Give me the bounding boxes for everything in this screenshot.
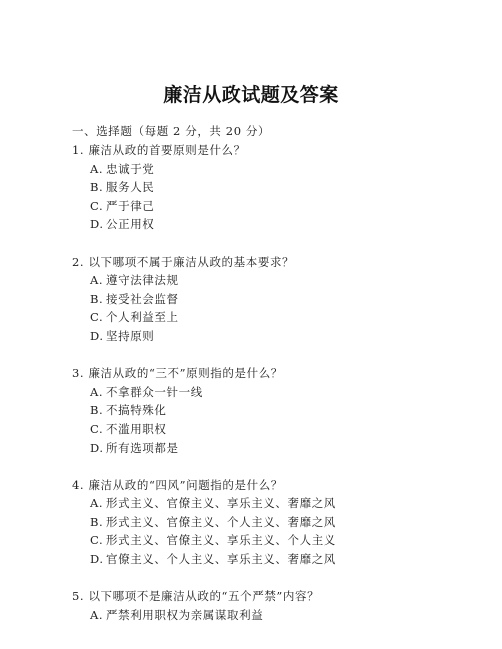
- option-text: 严于律己: [106, 198, 155, 213]
- question-text: [72, 476, 452, 495]
- question-list: [72, 141, 452, 643]
- option-c: [72, 531, 452, 550]
- option-b: [72, 290, 452, 309]
- option-letter: C.: [90, 421, 104, 436]
- option-text: 形式主义、官僚主义、个人主义、奢靡之风: [106, 514, 336, 529]
- option-a: [72, 271, 452, 290]
- question-stem: 以下哪项不属于廉洁从政的基本要求？: [88, 254, 295, 269]
- option-d: [72, 439, 452, 458]
- option-letter: D.: [90, 217, 104, 232]
- option-letter: C.: [90, 310, 104, 325]
- question-number: 2.: [72, 254, 85, 269]
- option-text: 遵守法律法规: [106, 273, 179, 288]
- question-5: [72, 587, 452, 624]
- question-text: [72, 587, 452, 606]
- question-3: [72, 364, 452, 457]
- option-text: 接受社会监督: [106, 291, 179, 306]
- question-text: [72, 253, 452, 272]
- option-text: 服务人民: [106, 180, 155, 195]
- option-letter: B.: [90, 514, 104, 529]
- section-heading: 一、选择题（每题 2 分，共 20 分）: [72, 124, 271, 138]
- question-number: 3.: [72, 366, 85, 381]
- option-c: [72, 197, 452, 216]
- option-letter: C.: [90, 533, 104, 548]
- document-title: 廉洁从政试题及答案: [163, 84, 339, 106]
- question-number: 1.: [72, 143, 85, 157]
- option-letter: A.: [90, 607, 104, 622]
- option-b: [72, 513, 452, 532]
- option-text: 不拿群众一针一线: [106, 384, 203, 399]
- option-letter: D.: [90, 552, 104, 567]
- option-text: 官僚主义、个人主义、享乐主义、奢靡之风: [106, 552, 336, 567]
- option-text: 公正用权: [106, 217, 155, 232]
- option-a: [72, 383, 452, 402]
- option-text: 不搞特殊化: [106, 403, 167, 418]
- question-stem: 廉洁从政的首要原则是什么？: [88, 143, 246, 157]
- question-1: [72, 141, 452, 234]
- option-a: [72, 160, 452, 179]
- option-letter: B.: [90, 403, 104, 418]
- option-d: [72, 215, 452, 234]
- option-b: [72, 401, 452, 420]
- option-c: [72, 308, 452, 327]
- option-letter: D.: [90, 440, 104, 455]
- option-text: 不滥用职权: [106, 421, 167, 436]
- option-text: 忠诚于党: [106, 161, 155, 176]
- option-d: [72, 327, 452, 346]
- question-number: 5.: [72, 589, 85, 604]
- option-text: 个人利益至上: [106, 310, 179, 325]
- option-text: 坚持原则: [106, 328, 155, 343]
- option-text: 形式主义、官僚主义、享乐主义、奢靡之风: [106, 496, 336, 511]
- option-letter: A.: [90, 496, 104, 511]
- option-a: [72, 494, 452, 513]
- option-letter: B.: [90, 180, 104, 195]
- option-letter: D.: [90, 328, 104, 343]
- question-4: [72, 476, 452, 569]
- option-b: [72, 178, 452, 197]
- option-text: 所有选项都是: [106, 440, 179, 455]
- option-letter: A.: [90, 384, 104, 399]
- option-text: 形式主义、官僚主义、享乐主义、个人主义: [106, 533, 336, 548]
- question-text: [72, 364, 452, 383]
- option-c: [72, 420, 452, 439]
- option-letter: A.: [90, 161, 104, 176]
- option-d: [72, 550, 452, 569]
- option-letter: B.: [90, 291, 104, 306]
- option-text: 严禁利用职权为亲属谋取利益: [106, 607, 264, 622]
- question-text: [72, 141, 452, 160]
- question-stem: 廉洁从政的“三不”原则指的是什么？: [88, 366, 283, 381]
- option-letter: A.: [90, 273, 104, 288]
- option-a: [72, 606, 452, 625]
- question-stem: 廉洁从政的“四风”问题指的是什么？: [88, 477, 283, 492]
- question-number: 4.: [72, 477, 85, 492]
- question-stem: 以下哪项不是廉洁从政的“五个严禁”内容？: [88, 589, 320, 604]
- question-2: [72, 253, 452, 346]
- option-letter: C.: [90, 198, 104, 213]
